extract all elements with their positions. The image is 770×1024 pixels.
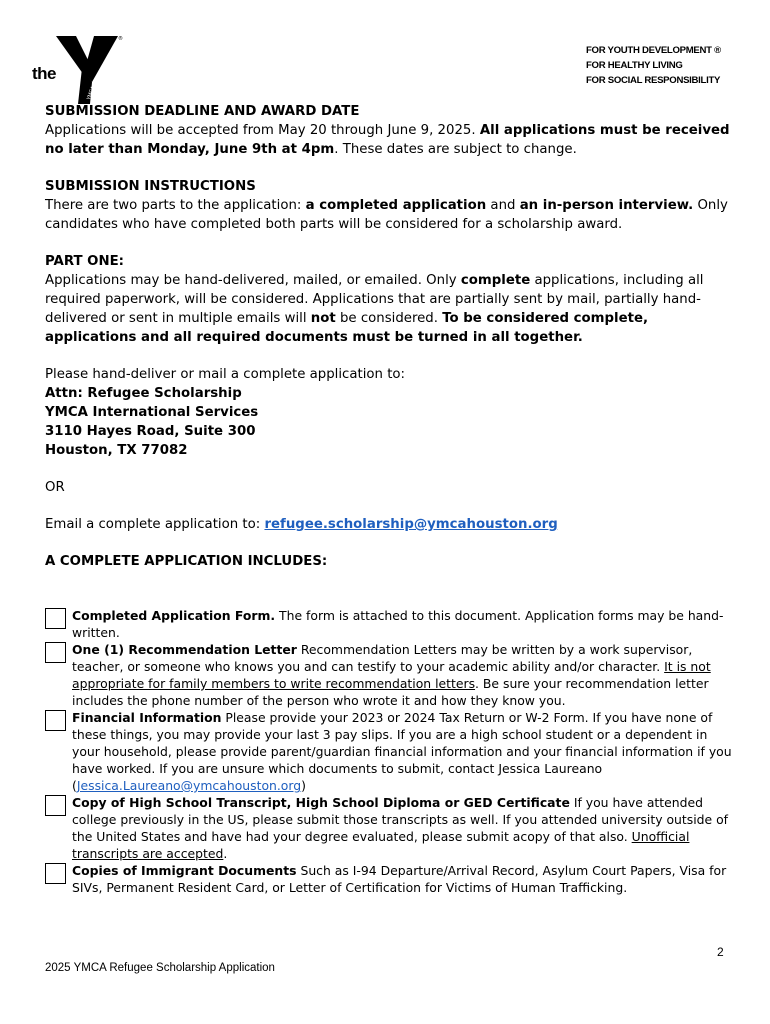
deadline-section <box>45 102 735 159</box>
email-section <box>45 515 735 534</box>
instructions-section <box>45 177 735 234</box>
mail-intro: Please hand-deliver or mail a complete application to: <box>45 367 406 382</box>
tagline-line: FOR YOUTH DEVELOPMENT ® <box>586 45 721 56</box>
ymca-logo <box>32 34 128 104</box>
or-separator: OR <box>45 480 65 495</box>
part-one-section <box>45 252 735 347</box>
checkbox[interactable] <box>45 710 66 731</box>
ymca-y-icon <box>32 34 128 104</box>
checklist-item-application-form: Completed Application Form. The form is attached to this document. Application forms may be hand-written. <box>45 607 735 641</box>
checklist-item-recommendation-letter: One (1) Recommendation Letter Recommendation Letters may be written by a work supervisor, teacher, or someone who knows you and can testify to your academic ability and/or character. It is not appropriate for family members to write recommendation letters. Be sure your recommendation letter includes the phone number of the person who wrote it and how they know you. <box>45 641 735 709</box>
checkbox[interactable] <box>45 863 66 884</box>
mail-section <box>45 365 735 460</box>
checklist-item-immigrant-documents: Copies of Immigrant Documents Such as I-94 Departure/Arrival Record, Asylum Court Papers, Visa for SIVs, Permanent Resident Card, or Letter of Certification for Victims of Human Trafficking. <box>45 862 735 896</box>
checkbox[interactable] <box>45 795 66 816</box>
instructions-heading: SUBMISSION INSTRUCTIONS <box>45 179 256 194</box>
svg-text:®: ® <box>118 36 123 42</box>
instructions-text: There are two parts to the application: a completed application and an in-person interview. Only candidates who have completed both parts will be considered for a scholarship award. <box>45 198 728 232</box>
includes-heading: A COMPLETE APPLICATION INCLUDES: <box>45 554 328 569</box>
address-line: YMCA International Services <box>45 405 259 420</box>
document-body <box>45 102 735 571</box>
part-one-text: Applications may be hand-delivered, mailed, or emailed. Only complete applications, including all required paperwork, will be considered. Applications that are partially sent by mail, partially hand-delivered or sent in multiple emails will not be considered. To be considered complete, applications and all required documents must be turned in all together. <box>45 273 704 345</box>
deadline-text: Applications will be accepted from May 20 through June 9, 2025. All applications must be received no later than Monday, June 9th at 4pm. These dates are subject to change. <box>45 123 730 157</box>
address-line: Houston, TX 77082 <box>45 443 188 458</box>
contact-email-link[interactable]: Jessica.Laureano@ymcahouston.org <box>76 778 302 793</box>
footer-title: 2025 YMCA Refugee Scholarship Application <box>45 962 275 974</box>
address-line: 3110 Hayes Road, Suite 300 <box>45 424 256 439</box>
checkbox[interactable] <box>45 608 66 629</box>
tagline <box>586 43 721 88</box>
part-one-heading: PART ONE: <box>45 254 124 269</box>
page-number: 2 <box>717 945 724 959</box>
logo-the-text: the <box>32 64 56 83</box>
checklist-item-transcript: Copy of High School Transcript, High School Diploma or GED Certificate If you have attended college previously in the US, please submit those transcripts as well. If you attended university outside of the United States and have had your degree evaluated, please submit acopy of that also. Unofficial transcripts are accepted. <box>45 794 735 862</box>
tagline-line: FOR SOCIAL RESPONSIBILITY <box>586 75 721 86</box>
logo-ymca-text: YMCA <box>85 85 97 101</box>
address-line: Attn: Refugee Scholarship <box>45 386 242 401</box>
tagline-line: FOR HEALTHY LIVING <box>586 60 683 71</box>
checklist <box>45 607 735 896</box>
email-line: Email a complete application to: refugee.scholarship@ymcahouston.org <box>45 517 558 532</box>
checkbox[interactable] <box>45 642 66 663</box>
scholarship-email-link[interactable]: refugee.scholarship@ymcahouston.org <box>264 517 558 532</box>
deadline-heading: SUBMISSION DEADLINE AND AWARD DATE <box>45 104 360 119</box>
checklist-item-financial-information: Financial Information Please provide your 2023 or 2024 Tax Return or W-2 Form. If you have none of these things, you may provide your last 3 pay slips. If you are a high school student or a dependent in your household, please provide parent/guardian financial information and your financial information if you have worked. If you are unsure which documents to submit, contact Jessica Laureano (Jessica.Laureano@ymcahouston.org) <box>45 709 735 794</box>
